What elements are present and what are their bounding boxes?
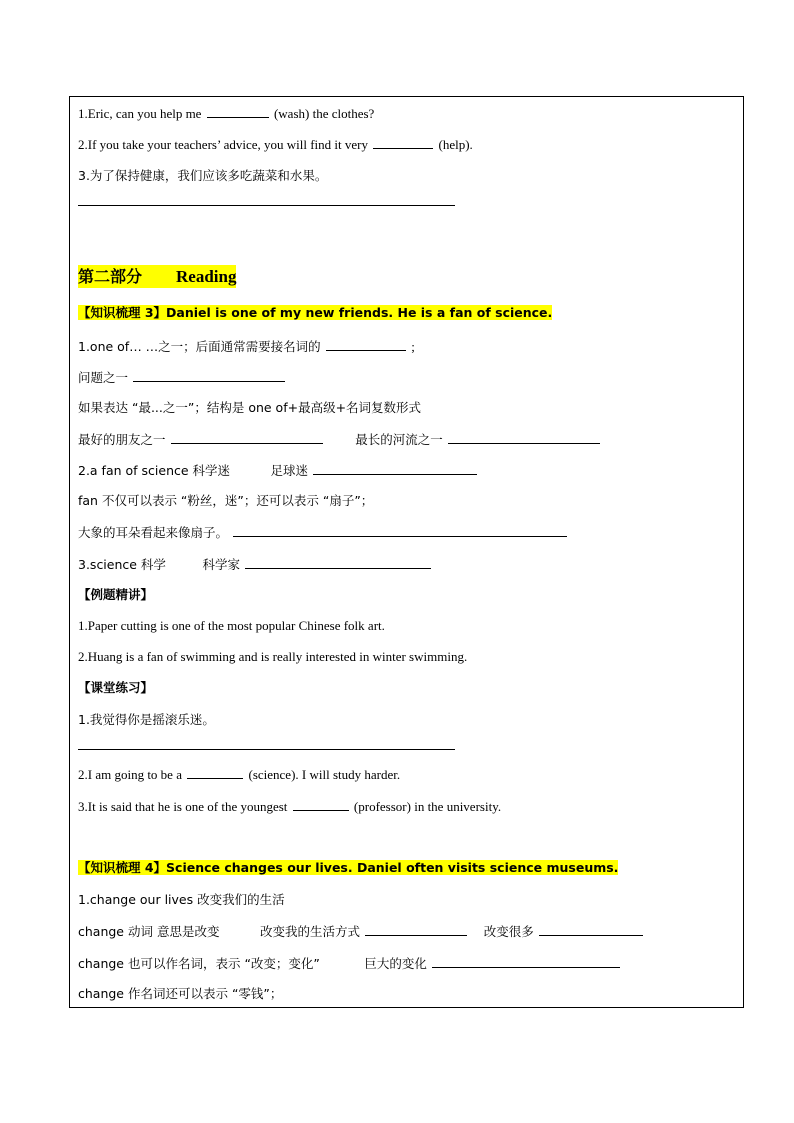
answer-blank[interactable] [313, 461, 477, 475]
practice-2 [78, 765, 400, 784]
exercise-2-text-b: (help). [438, 137, 473, 152]
answer-blank[interactable] [373, 135, 433, 149]
answer-blank[interactable] [245, 555, 431, 569]
answer-blank[interactable] [432, 954, 620, 968]
answer-line[interactable] [78, 749, 455, 750]
kp4-line-4: change 作名词还可以表示 “零钱”； [78, 986, 283, 1001]
answer-blank[interactable] [365, 922, 467, 936]
answer-blank[interactable] [133, 368, 285, 382]
kp4-line-2-text-a: change 动词 意思是改变 [78, 924, 220, 939]
kp4-line-3-text-a: change 也可以作名词，表示 “改变；变化” [78, 956, 320, 971]
knowledge-point-4-text: 【知识梳理 4】Science changes our lives. Daniel often visits science museums. [78, 860, 619, 875]
kp3-line-5-text-a: 2.a fan of science 科学迷 [78, 463, 231, 478]
kp4-line-2-text-c: 改变很多 [483, 924, 534, 939]
knowledge-point-3-text: 【知识梳理 3】Daniel is one of my new friends. He is a fan of science. [78, 305, 553, 320]
practice-3 [78, 797, 501, 816]
answer-blank[interactable] [187, 765, 243, 779]
section-title [78, 265, 236, 290]
kp3-line-1-tail: ; [411, 339, 415, 354]
answer-blank[interactable] [293, 797, 349, 811]
practice-2-text-a: 2.I am going to be a [78, 767, 182, 782]
kp4-line-3 [78, 954, 622, 973]
kp3-line-5-text-b: 足球迷 [270, 463, 309, 478]
kp3-line-8 [78, 555, 433, 574]
kp3-line-7 [78, 523, 569, 542]
practice-3-text-a: 3.It is said that he is one of the youngest [78, 799, 288, 814]
section-title-cn: 第二部分 [78, 267, 143, 286]
kp3-line-3: 如果表达 “最...之一”；结构是 one of+最高级+名词复数形式 [78, 400, 422, 415]
kp4-line-2 [78, 922, 645, 941]
kp3-line-2-text: 问题之一 [78, 370, 129, 385]
kp4-line-1: 1.change our lives 改变我们的生活 [78, 892, 285, 907]
worksheet-box [69, 96, 744, 1008]
practice-2-text-b: (science). I will study harder. [248, 767, 401, 782]
exercise-3: 3.为了保持健康，我们应该多吃蔬菜和水果。 [78, 168, 328, 183]
kp3-line-8-text-b: 科学家 [202, 557, 240, 572]
section-title-en: Reading [176, 267, 237, 286]
knowledge-point-4-heading [78, 859, 618, 877]
knowledge-point-3-heading [78, 304, 552, 322]
kp3-line-5 [78, 461, 479, 480]
answer-blank[interactable] [207, 104, 269, 118]
practice-3-text-b: (professor) in the university. [353, 799, 502, 814]
kp3-line-4-text-a: 最好的朋友之一 [78, 432, 166, 447]
practice-1: 1.我觉得你是摇滚乐迷。 [78, 712, 215, 727]
kp3-line-6: fan 不仅可以表示 “粉丝，迷”；还可以表示 “扇子”； [78, 493, 374, 508]
example-1: 1.Paper cutting is one of the most popular Chinese folk art. [78, 618, 385, 633]
answer-blank[interactable] [171, 430, 323, 444]
answer-blank[interactable] [326, 337, 406, 351]
kp3-line-8-text-a: 3.science 科学 [78, 557, 166, 572]
exercise-2 [78, 135, 473, 154]
kp4-line-2-text-b: 改变我的生活方式 [259, 924, 360, 939]
examples-heading: 【例题精讲】 [78, 587, 154, 602]
kp4-line-3-text-b: 巨大的变化 [364, 956, 427, 971]
example-2: 2.Huang is a fan of swimming and is really interested in winter swimming. [78, 649, 468, 664]
exercise-1 [78, 104, 374, 123]
answer-blank[interactable] [233, 523, 567, 537]
exercise-1-text-a: 1.Eric, can you help me [78, 106, 202, 121]
answer-blank[interactable] [448, 430, 600, 444]
kp3-line-4 [78, 430, 602, 449]
kp3-line-1-text: 1.one of… …之一；后面通常需要接名词的 [78, 339, 321, 354]
kp3-line-1 [78, 337, 415, 356]
kp3-line-4-text-b: 最长的河流之一 [355, 432, 443, 447]
section-title-highlight [78, 265, 236, 288]
answer-line[interactable] [78, 205, 455, 206]
exercise-2-text-a: 2.If you take your teachers’ advice, you will find it very [78, 137, 368, 152]
exercise-1-text-b: (wash) the clothes? [273, 106, 375, 121]
practice-heading: 【课堂练习】 [78, 680, 154, 695]
kp3-line-2 [78, 368, 287, 387]
kp3-line-7-text: 大象的耳朵看起来像扇子。 [78, 525, 229, 540]
answer-blank[interactable] [539, 922, 643, 936]
